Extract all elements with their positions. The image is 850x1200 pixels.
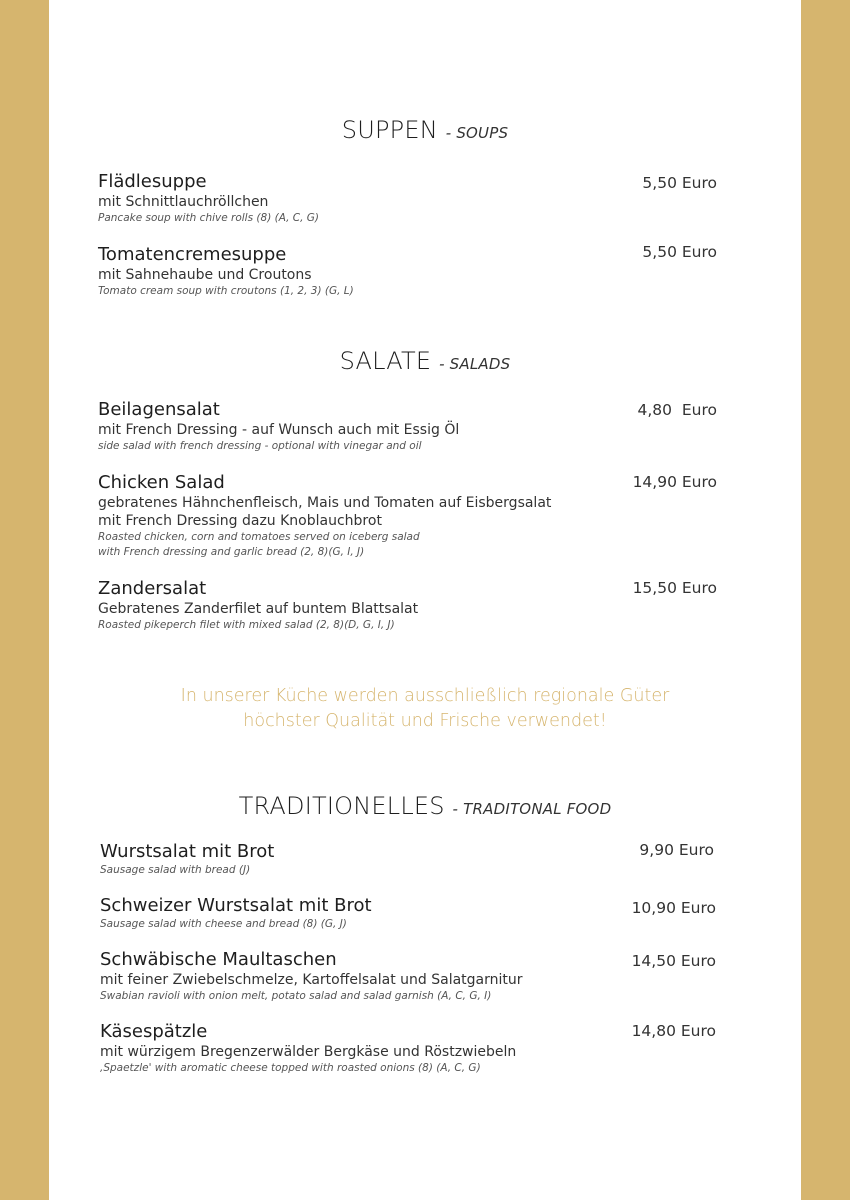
item-price: 5,50 Euro — [642, 243, 717, 261]
menu-item-flaedlesuppe — [98, 171, 728, 226]
item-price: 14,90 Euro — [632, 473, 717, 491]
section-title-en: TRADITONAL FOOD — [463, 800, 612, 818]
item-description-en: ‚Spaetzle' with aromatic cheese topped with roasted onions (8) (A, C, G) — [100, 1062, 481, 1074]
item-price: 14,50 Euro — [631, 952, 716, 970]
item-description: mit Sahnehaube und Croutons — [98, 267, 312, 283]
item-description-en: Sausage salad with bread (J) — [100, 864, 251, 876]
item-description-en: Roasted chicken, corn and tomatoes served on iceberg salad — [98, 531, 420, 543]
item-description-en: Tomato cream soup with croutons (1, 2, 3) (G, L) — [98, 285, 354, 297]
item-description: Gebratenes Zanderfilet auf buntem Blattsalat — [98, 601, 419, 617]
item-name: Tomatencremesuppe — [98, 244, 287, 265]
section-title-de: SUPPEN — [341, 116, 438, 144]
menu-item-tomatencremesuppe — [98, 244, 728, 299]
item-description-en: Roasted pikeperch filet with mixed salad (2, 8)(D, G, I, J) — [98, 619, 395, 631]
section-title-traditional: TRADITIONELLES - TRADITONAL FOOD — [238, 792, 612, 820]
section-title-de: TRADITIONELLES — [238, 792, 445, 820]
item-price: 4,80 Euro — [637, 401, 717, 419]
item-name: Wurstsalat mit Brot — [100, 841, 275, 862]
item-name: Schweizer Wurstsalat mit Brot — [100, 895, 372, 916]
item-name: Chicken Salad — [98, 472, 225, 493]
item-description: mit Schnittlauchröllchen — [98, 194, 269, 210]
section-title-salads: SALATE - SALADS — [339, 347, 511, 375]
menu-item-beilagensalat — [98, 399, 728, 454]
item-name: Käsespätzle — [100, 1021, 208, 1042]
regional-quality-note — [0, 684, 850, 734]
menu-item-wurstsalat — [100, 841, 730, 878]
note-line: höchster Qualität und Frische verwendet! — [243, 711, 607, 731]
item-price: 5,50 Euro — [642, 174, 717, 192]
item-description: mit feiner Zwiebelschmelze, Kartoffelsalat und Salatgarnitur — [100, 972, 523, 988]
section-title-en: SALADS — [449, 355, 511, 373]
item-description: mit würzigem Bregenzerwälder Bergkäse und Röstzwiebeln — [100, 1044, 517, 1060]
left-gold-border — [0, 0, 49, 1200]
item-name: Beilagensalat — [98, 399, 220, 420]
item-description: mit French Dressing - auf Wunsch auch mit Essig Öl — [98, 422, 460, 438]
section-title-en: SOUPS — [456, 124, 509, 142]
item-description-en: with French dressing and garlic bread (2, 8)(G, I, J) — [98, 546, 365, 558]
item-price: 9,90 Euro — [639, 841, 714, 859]
note-line: In unserer Küche werden ausschließlich regionale Güter — [180, 686, 670, 706]
right-gold-border — [801, 0, 850, 1200]
item-description: gebratenes Hähnchenfleisch, Mais und Tomaten auf Eisbergsalat — [98, 495, 552, 511]
item-price: 10,90 Euro — [631, 899, 716, 917]
section-title-soups: SUPPEN - SOUPS — [341, 116, 509, 144]
item-name: Schwäbische Maultaschen — [100, 949, 337, 970]
item-description-en: Swabian ravioli with onion melt, potato salad and salad garnish (A, C, G, I) — [100, 990, 492, 1002]
item-description-en: Sausage salad with cheese and bread (8) (G, J) — [100, 918, 347, 930]
item-name: Zandersalat — [98, 578, 207, 599]
section-title-de: SALATE — [339, 347, 432, 375]
item-price: 15,50 Euro — [632, 579, 717, 597]
item-name: Flädlesuppe — [98, 171, 207, 192]
item-description-en: side salad with french dressing - optional with vinegar and oil — [98, 440, 422, 452]
item-price: 14,80 Euro — [631, 1022, 716, 1040]
item-description: mit French Dressing dazu Knoblauchbrot — [98, 513, 382, 529]
item-description-en: Pancake soup with chive rolls (8) (A, C, G) — [98, 212, 320, 224]
